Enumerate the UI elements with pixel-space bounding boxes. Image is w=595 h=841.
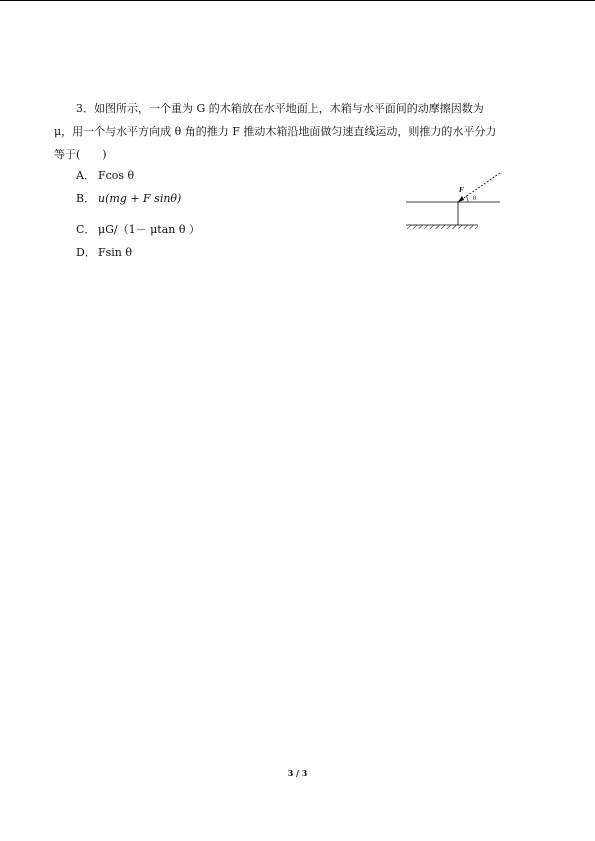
option-c-text: μG/（1－ μtan θ ）: [98, 223, 200, 236]
option-c-letter: C．: [76, 223, 96, 236]
option-c: [76, 221, 200, 237]
option-a-text: Fcos θ: [98, 169, 135, 182]
force-arrowhead: [458, 196, 464, 202]
angle-arc: [466, 196, 468, 202]
option-d: [76, 244, 132, 260]
option-a-letter: A．: [76, 169, 95, 182]
page-number: 3 / 3: [287, 768, 308, 778]
option-b: [76, 190, 181, 206]
question-line-2: μ，用一个与水平方向成 θ 角的推力 F 推动木箱沿地面做匀速直线运动，则推力的水平分力: [54, 125, 497, 138]
option-b-text: u(mg + F sinθ): [98, 192, 182, 205]
force-diagram: [400, 168, 510, 238]
question-line-1: 3．如图所示，一个重为 G 的木箱放在水平地面上，木箱与水平面间的动摩擦因数为: [76, 102, 484, 115]
angle-label: θ: [473, 196, 476, 202]
question-stem: [54, 97, 544, 166]
option-a: [76, 167, 134, 183]
top-border-line: [0, 0, 595, 1]
option-d-text: Fsin θ: [98, 246, 132, 259]
option-b-letter: B．: [76, 192, 96, 205]
force-label: F: [459, 186, 464, 194]
ground-hatch: [406, 225, 478, 229]
question-line-3: 等于( ): [54, 148, 107, 161]
force-arrow-line: [458, 173, 500, 202]
option-d-letter: D．: [76, 246, 96, 259]
